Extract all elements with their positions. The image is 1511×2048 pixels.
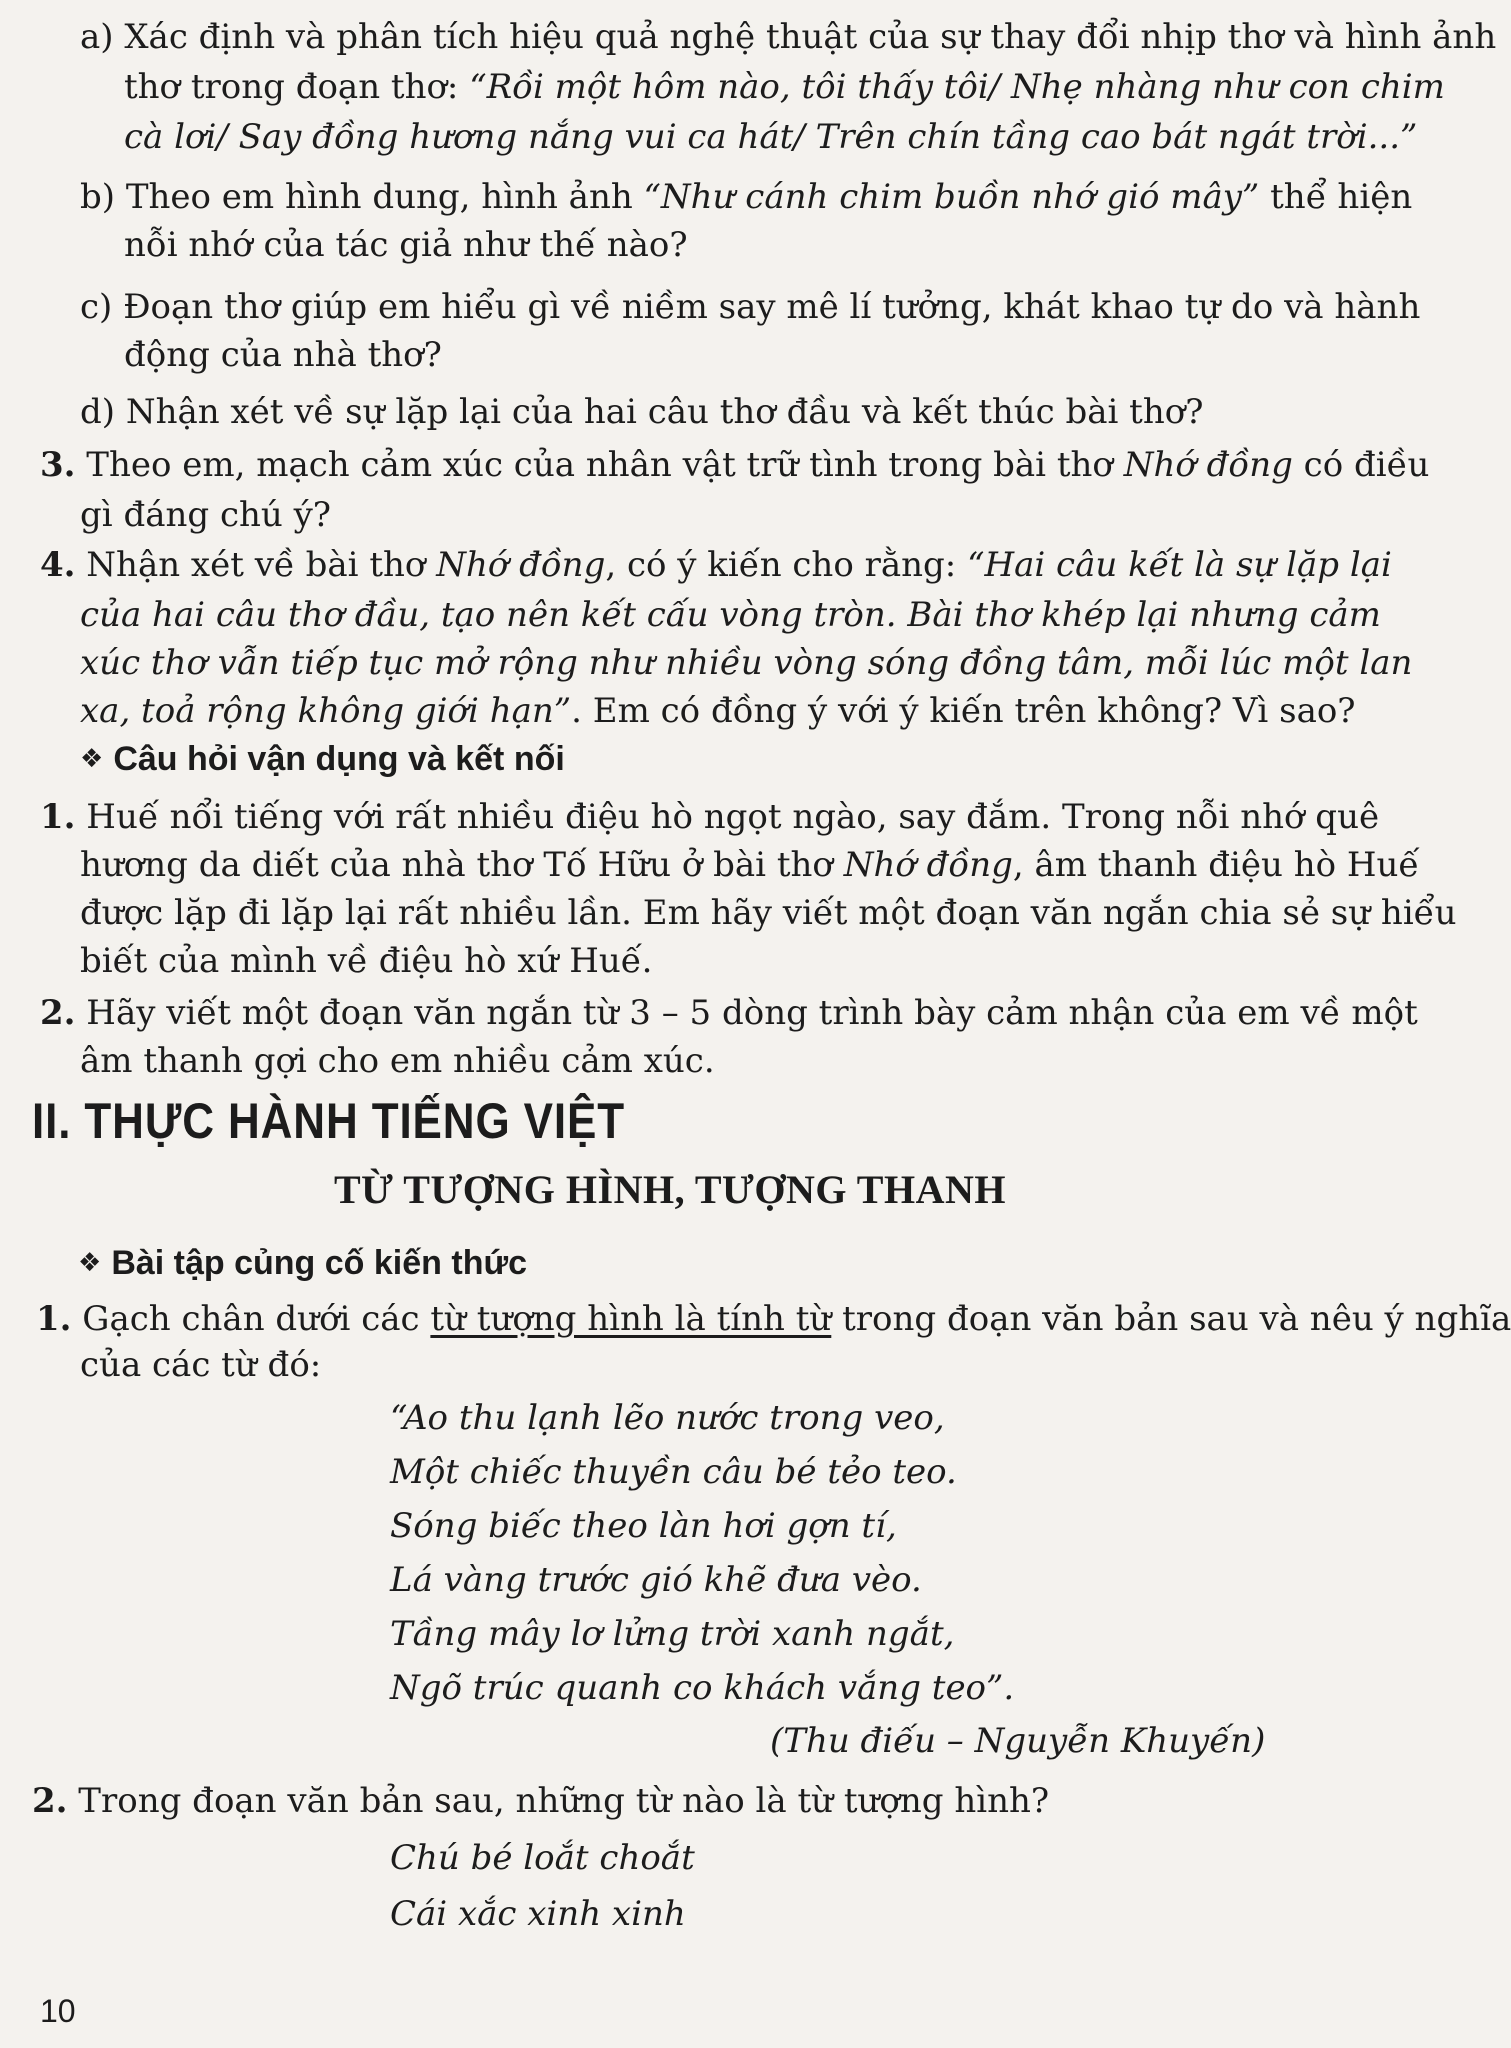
diamond-bullet-icon: ❖ xyxy=(78,1247,102,1277)
apply-q1-line-4: biết của mình về điệu hò xứ Huế. xyxy=(80,941,653,981)
drill-ex2-number: 2. xyxy=(32,1781,68,1821)
q4-line-3: xúc thơ vẫn tiếp tục mở rộng như nhiều vòng sóng đồng tâm, mỗi lúc một lan xyxy=(80,643,1413,683)
q3-text-post: có điều xyxy=(1292,445,1430,485)
q4-text-post: . Em có đồng ý với ý kiến trên không? Vì sao? xyxy=(571,691,1356,731)
q2b-quote: “Như cánh chim buồn nhớ gió mây” xyxy=(643,177,1260,217)
drill-ex1-line-2: của các từ đó: xyxy=(80,1345,322,1385)
q4-line-1 xyxy=(40,545,1392,585)
apply-q2-line-1 xyxy=(40,993,1418,1033)
q2b-line-2: nỗi nhớ của tác giả như thế nào? xyxy=(124,225,688,265)
poem-line-5: Tầng mây lơ lửng trời xanh ngắt, xyxy=(390,1614,955,1654)
q2c-line-2: động của nhà thơ? xyxy=(124,335,442,375)
q2c-line-1: c) Đoạn thơ giúp em hiểu gì về niềm say mê lí tưởng, khát khao tự do và hành xyxy=(80,287,1421,327)
q4-poem-title: Nhớ đồng xyxy=(436,545,606,585)
apply-q1-line-2 xyxy=(80,845,1420,885)
drill-ex1-underlined: từ tượng hình là tính từ xyxy=(430,1299,832,1339)
q2d-line-1: d) Nhận xét về sự lặp lại của hai câu thơ đầu và kết thúc bài thơ? xyxy=(80,392,1204,432)
q3-line-2: gì đáng chú ý? xyxy=(80,495,332,535)
diamond-bullet-icon: ❖ xyxy=(80,743,104,773)
q3-line-1 xyxy=(40,445,1430,485)
poem-source xyxy=(770,1721,1266,1761)
q4-quote: “Hai câu kết là sự lặp lại xyxy=(967,545,1392,585)
drill-ex1-text-post: trong đoạn văn bản sau và nêu ý nghĩa xyxy=(831,1299,1511,1339)
poem-line-3: Sóng biếc theo làn hơi gợn tí, xyxy=(390,1506,897,1546)
poem-line-6: Ngõ trúc quanh co khách vắng teo”. xyxy=(390,1668,1015,1708)
q4-line-4 xyxy=(80,691,1356,731)
poem-line-2: Một chiếc thuyền câu bé tẻo teo. xyxy=(390,1452,957,1492)
q2b-text-post: thể hiện xyxy=(1259,177,1413,217)
poem2-line-1: Chú bé loắt choắt xyxy=(390,1838,695,1878)
q4-text-mid: , có ý kiến cho rằng: xyxy=(605,545,968,585)
section-title: II. THỰC HÀNH TIẾNG VIỆT xyxy=(32,1093,625,1149)
poem-line-1: “Ao thu lạnh lẽo nước trong veo, xyxy=(390,1398,945,1438)
q2b-text-pre: b) Theo em hình dung, hình ảnh xyxy=(80,177,644,217)
q2a-line-2 xyxy=(124,67,1445,107)
apply-q1-line-3: được lặp đi lặp lại rất nhiều lần. Em hãy viết một đoạn văn ngắn chia sẻ sự hiểu xyxy=(80,893,1457,933)
apply-q1-poem-title: Nhớ đồng xyxy=(843,845,1013,885)
poem2-line-2: Cái xắc xinh xinh xyxy=(390,1894,686,1934)
q2a-text-pre: thơ trong đoạn thơ: xyxy=(124,67,470,107)
page-number: 10 xyxy=(40,1993,76,2029)
q2a-text: a) Xác định và phân tích hiệu quả nghệ thuật của sự thay đổi nhịp thơ và hình ảnh xyxy=(80,17,1497,57)
q3-number: 3. xyxy=(40,445,76,485)
q4-number: 4. xyxy=(40,545,76,585)
apply-heading xyxy=(80,740,565,779)
q3-text: Theo em, mạch cảm xúc của nhân vật trữ tình trong bài thơ xyxy=(75,445,1124,485)
apply-q1-text: Huế nổi tiếng với rất nhiều điệu hò ngọt ngào, say đắm. Trong nỗi nhớ quê xyxy=(75,797,1380,837)
poem-source-text: (Thu điếu – Nguyễn Khuyến) xyxy=(770,1721,1266,1761)
poem-line-4: Lá vàng trước gió khẽ đưa vèo. xyxy=(390,1560,922,1600)
apply-q1-line-1 xyxy=(40,797,1380,837)
lesson-title: TỪ TƯỢNG HÌNH, TƯỢNG THANH xyxy=(334,1167,1006,1212)
apply-q2-line-2: âm thanh gợi cho em nhiều cảm xúc. xyxy=(80,1041,715,1081)
drill-ex2-line xyxy=(32,1781,1050,1821)
drill-heading-text: Bài tập củng cố kiến thức xyxy=(111,1244,527,1282)
drill-heading xyxy=(78,1244,527,1283)
q2a-quote: “Rồi một hôm nào, tôi thấy tôi/ Nhẹ nhàng như con chim xyxy=(469,67,1445,107)
apply-q1-text-pre: hương da diết của nhà thơ Tố Hữu ở bài thơ xyxy=(80,845,844,885)
q2a-line-3: cà lơi/ Say đồng hương nắng vui ca hát/ Trên chín tầng cao bát ngát trời...” xyxy=(124,117,1418,157)
apply-q1-number: 1. xyxy=(40,797,76,837)
q2a-line-1 xyxy=(80,17,1497,57)
q2b-line-1 xyxy=(80,177,1413,217)
drill-ex1-text-pre: Gạch chân dưới các xyxy=(71,1299,431,1339)
q4-text-pre: Nhận xét về bài thơ xyxy=(75,545,437,585)
apply-q2-text: Hãy viết một đoạn văn ngắn từ 3 – 5 dòng trình bày cảm nhận của em về một xyxy=(75,993,1418,1033)
drill-ex1-number: 1. xyxy=(36,1299,72,1339)
q4-quote-end: xa, toả rộng không giới hạn” xyxy=(80,691,572,731)
apply-q2-number: 2. xyxy=(40,993,76,1033)
apply-q1-text-post: , âm thanh điệu hò Huế xyxy=(1012,845,1420,885)
drill-ex2-text: Trong đoạn văn bản sau, những từ nào là từ tượng hình? xyxy=(67,1781,1050,1821)
q3-poem-title: Nhớ đồng xyxy=(1123,445,1293,485)
q4-line-2: của hai câu thơ đầu, tạo nên kết cấu vòng tròn. Bài thơ khép lại nhưng cảm xyxy=(80,595,1381,635)
apply-heading-text: Câu hỏi vận dụng và kết nối xyxy=(113,740,565,778)
drill-ex1-line-1 xyxy=(36,1299,1511,1339)
